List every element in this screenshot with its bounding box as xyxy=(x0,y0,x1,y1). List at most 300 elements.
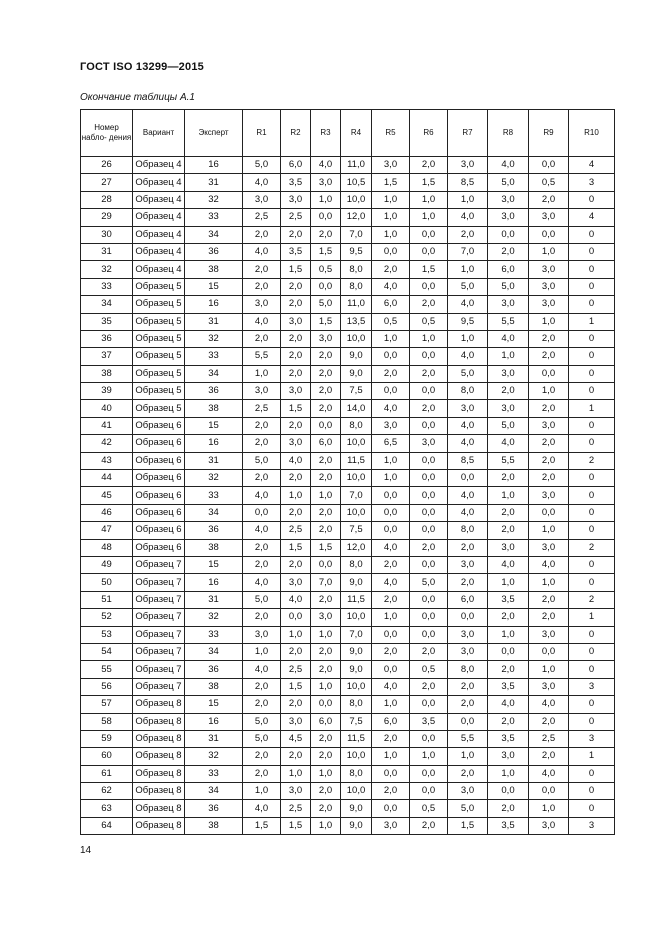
cell-r5: 4,0 xyxy=(372,278,410,295)
cell-expert: 31 xyxy=(185,313,243,330)
cell-expert: 36 xyxy=(185,522,243,539)
cell-observation: 62 xyxy=(81,783,133,800)
cell-r5: 2,0 xyxy=(372,365,410,382)
cell-expert: 16 xyxy=(185,574,243,591)
cell-r6: 0,0 xyxy=(410,730,448,747)
cell-r3: 1,0 xyxy=(311,191,341,208)
cell-r8: 5,0 xyxy=(488,417,529,434)
cell-variant: Образец 7 xyxy=(133,591,185,608)
table-row xyxy=(81,365,615,382)
cell-r5: 0,0 xyxy=(372,522,410,539)
cell-r8: 3,0 xyxy=(488,209,529,226)
cell-r9: 1,0 xyxy=(529,383,569,400)
cell-r8: 3,5 xyxy=(488,591,529,608)
cell-r6: 0,0 xyxy=(410,470,448,487)
cell-r8: 4,0 xyxy=(488,696,529,713)
column-header-r9: R9 xyxy=(529,110,569,157)
cell-r9: 1,0 xyxy=(529,522,569,539)
cell-r4: 8,0 xyxy=(341,417,372,434)
cell-r8: 3,5 xyxy=(488,678,529,695)
cell-r5: 2,0 xyxy=(372,556,410,573)
cell-observation: 26 xyxy=(81,157,133,174)
cell-r2: 3,0 xyxy=(281,191,311,208)
table-row xyxy=(81,539,615,556)
table-row xyxy=(81,209,615,226)
cell-r2: 3,5 xyxy=(281,243,311,260)
column-header-r5: R5 xyxy=(372,110,410,157)
table-row xyxy=(81,800,615,817)
cell-r7: 4,0 xyxy=(448,487,488,504)
cell-expert: 15 xyxy=(185,417,243,434)
column-header-r6: R6 xyxy=(410,110,448,157)
cell-r2: 3,0 xyxy=(281,783,311,800)
cell-observation: 47 xyxy=(81,522,133,539)
cell-r10: 0 xyxy=(569,226,615,243)
cell-r1: 5,0 xyxy=(243,157,281,174)
cell-r4: 8,0 xyxy=(341,765,372,782)
cell-r1: 5,0 xyxy=(243,452,281,469)
cell-r3: 0,0 xyxy=(311,696,341,713)
cell-r9: 0,0 xyxy=(529,783,569,800)
cell-r10: 2 xyxy=(569,452,615,469)
cell-r9: 2,0 xyxy=(529,191,569,208)
cell-r1: 4,0 xyxy=(243,574,281,591)
cell-variant: Образец 4 xyxy=(133,157,185,174)
cell-r7: 4,0 xyxy=(448,435,488,452)
cell-r3: 2,0 xyxy=(311,504,341,521)
table-row xyxy=(81,435,615,452)
column-header-r2: R2 xyxy=(281,110,311,157)
cell-r9: 2,0 xyxy=(529,330,569,347)
cell-observation: 52 xyxy=(81,609,133,626)
cell-variant: Образец 7 xyxy=(133,643,185,660)
cell-r6: 0,0 xyxy=(410,522,448,539)
cell-r7: 4,0 xyxy=(448,348,488,365)
cell-r10: 0 xyxy=(569,296,615,313)
cell-observation: 60 xyxy=(81,748,133,765)
cell-r7: 1,5 xyxy=(448,817,488,834)
cell-r9: 3,0 xyxy=(529,417,569,434)
table-row xyxy=(81,157,615,174)
table-row xyxy=(81,626,615,643)
cell-r9: 3,0 xyxy=(529,626,569,643)
cell-r1: 2,0 xyxy=(243,278,281,295)
cell-r8: 1,0 xyxy=(488,574,529,591)
cell-r5: 0,0 xyxy=(372,504,410,521)
cell-r5: 2,0 xyxy=(372,591,410,608)
cell-r4: 10,0 xyxy=(341,609,372,626)
cell-r9: 2,0 xyxy=(529,748,569,765)
cell-r1: 5,0 xyxy=(243,591,281,608)
cell-r9: 3,0 xyxy=(529,296,569,313)
cell-r10: 0 xyxy=(569,643,615,660)
cell-r9: 2,5 xyxy=(529,730,569,747)
cell-r10: 4 xyxy=(569,209,615,226)
cell-r1: 1,0 xyxy=(243,783,281,800)
cell-r1: 3,0 xyxy=(243,296,281,313)
cell-r1: 2,0 xyxy=(243,609,281,626)
cell-observation: 41 xyxy=(81,417,133,434)
cell-r1: 4,0 xyxy=(243,522,281,539)
cell-r2: 2,0 xyxy=(281,696,311,713)
table-header-row xyxy=(81,110,615,157)
cell-expert: 36 xyxy=(185,800,243,817)
cell-r9: 1,0 xyxy=(529,800,569,817)
cell-observation: 33 xyxy=(81,278,133,295)
table-row xyxy=(81,313,615,330)
cell-r7: 4,0 xyxy=(448,296,488,313)
cell-expert: 33 xyxy=(185,765,243,782)
table-row xyxy=(81,730,615,747)
cell-r9: 2,0 xyxy=(529,348,569,365)
cell-variant: Образец 5 xyxy=(133,400,185,417)
cell-r1: 2,0 xyxy=(243,417,281,434)
table-row xyxy=(81,765,615,782)
cell-r8: 6,0 xyxy=(488,261,529,278)
cell-r7: 2,0 xyxy=(448,574,488,591)
cell-expert: 32 xyxy=(185,609,243,626)
cell-r1: 2,0 xyxy=(243,696,281,713)
cell-r8: 5,5 xyxy=(488,313,529,330)
cell-variant: Образец 4 xyxy=(133,209,185,226)
cell-r5: 0,0 xyxy=(372,243,410,260)
table-row xyxy=(81,504,615,521)
cell-r7: 3,0 xyxy=(448,556,488,573)
cell-variant: Образец 5 xyxy=(133,296,185,313)
cell-observation: 48 xyxy=(81,539,133,556)
cell-r4: 11,5 xyxy=(341,452,372,469)
cell-r6: 2,0 xyxy=(410,817,448,834)
cell-expert: 34 xyxy=(185,504,243,521)
cell-r6: 2,0 xyxy=(410,643,448,660)
cell-variant: Образец 8 xyxy=(133,696,185,713)
cell-r4: 11,5 xyxy=(341,730,372,747)
cell-variant: Образец 4 xyxy=(133,226,185,243)
cell-r2: 2,0 xyxy=(281,643,311,660)
cell-r10: 4 xyxy=(569,157,615,174)
cell-r5: 0,0 xyxy=(372,348,410,365)
cell-r9: 2,0 xyxy=(529,400,569,417)
cell-r1: 5,0 xyxy=(243,713,281,730)
cell-r8: 2,0 xyxy=(488,243,529,260)
cell-r3: 2,0 xyxy=(311,383,341,400)
cell-r5: 1,0 xyxy=(372,696,410,713)
cell-expert: 32 xyxy=(185,191,243,208)
cell-r10: 0 xyxy=(569,783,615,800)
cell-observation: 31 xyxy=(81,243,133,260)
cell-r3: 1,0 xyxy=(311,626,341,643)
cell-observation: 45 xyxy=(81,487,133,504)
cell-r7: 9,5 xyxy=(448,313,488,330)
column-header-r7: R7 xyxy=(448,110,488,157)
cell-observation: 32 xyxy=(81,261,133,278)
cell-r5: 1,0 xyxy=(372,470,410,487)
cell-r1: 2,5 xyxy=(243,400,281,417)
table-row xyxy=(81,643,615,660)
cell-r10: 0 xyxy=(569,696,615,713)
cell-r3: 1,0 xyxy=(311,678,341,695)
cell-observation: 40 xyxy=(81,400,133,417)
cell-r7: 7,0 xyxy=(448,243,488,260)
table-row xyxy=(81,383,615,400)
cell-expert: 31 xyxy=(185,730,243,747)
cell-r4: 7,5 xyxy=(341,383,372,400)
cell-expert: 16 xyxy=(185,435,243,452)
cell-variant: Образец 8 xyxy=(133,783,185,800)
cell-r4: 9,0 xyxy=(341,365,372,382)
cell-r5: 0,0 xyxy=(372,765,410,782)
cell-r8: 2,0 xyxy=(488,800,529,817)
cell-r3: 1,5 xyxy=(311,243,341,260)
cell-r3: 4,0 xyxy=(311,157,341,174)
cell-r6: 3,0 xyxy=(410,435,448,452)
cell-r4: 7,5 xyxy=(341,713,372,730)
table-row xyxy=(81,574,615,591)
cell-r10: 0 xyxy=(569,348,615,365)
cell-variant: Образец 6 xyxy=(133,435,185,452)
cell-r3: 2,0 xyxy=(311,800,341,817)
cell-r9: 2,0 xyxy=(529,452,569,469)
cell-r2: 1,5 xyxy=(281,400,311,417)
cell-expert: 34 xyxy=(185,365,243,382)
table-row xyxy=(81,191,615,208)
cell-r1: 2,0 xyxy=(243,678,281,695)
cell-expert: 33 xyxy=(185,487,243,504)
cell-expert: 31 xyxy=(185,174,243,191)
cell-r8: 0,0 xyxy=(488,643,529,660)
cell-r8: 3,0 xyxy=(488,191,529,208)
cell-r8: 3,5 xyxy=(488,730,529,747)
cell-expert: 32 xyxy=(185,470,243,487)
cell-r8: 2,0 xyxy=(488,661,529,678)
cell-r2: 2,0 xyxy=(281,348,311,365)
cell-r4: 7,0 xyxy=(341,226,372,243)
cell-r10: 2 xyxy=(569,591,615,608)
cell-r5: 6,0 xyxy=(372,713,410,730)
cell-r5: 4,0 xyxy=(372,574,410,591)
cell-variant: Образец 7 xyxy=(133,556,185,573)
cell-r6: 0,5 xyxy=(410,800,448,817)
cell-r3: 2,0 xyxy=(311,748,341,765)
cell-variant: Образец 8 xyxy=(133,748,185,765)
cell-r6: 0,0 xyxy=(410,626,448,643)
cell-r6: 0,0 xyxy=(410,556,448,573)
cell-r4: 9,0 xyxy=(341,800,372,817)
cell-r2: 1,5 xyxy=(281,817,311,834)
table-row xyxy=(81,591,615,608)
cell-observation: 59 xyxy=(81,730,133,747)
cell-r2: 2,0 xyxy=(281,748,311,765)
cell-r8: 3,5 xyxy=(488,817,529,834)
cell-r2: 6,0 xyxy=(281,157,311,174)
table-row xyxy=(81,783,615,800)
cell-r3: 5,0 xyxy=(311,296,341,313)
cell-r10: 1 xyxy=(569,748,615,765)
cell-r10: 0 xyxy=(569,487,615,504)
cell-r1: 1,0 xyxy=(243,643,281,660)
cell-variant: Образец 4 xyxy=(133,174,185,191)
cell-r10: 0 xyxy=(569,383,615,400)
cell-r5: 2,0 xyxy=(372,730,410,747)
cell-r10: 0 xyxy=(569,626,615,643)
cell-r10: 2 xyxy=(569,539,615,556)
cell-r1: 0,0 xyxy=(243,504,281,521)
cell-r1: 3,0 xyxy=(243,191,281,208)
cell-expert: 16 xyxy=(185,157,243,174)
column-header-r10: R10 xyxy=(569,110,615,157)
cell-variant: Образец 4 xyxy=(133,191,185,208)
cell-r3: 6,0 xyxy=(311,435,341,452)
cell-r3: 2,0 xyxy=(311,643,341,660)
cell-expert: 38 xyxy=(185,400,243,417)
cell-r4: 9,0 xyxy=(341,574,372,591)
cell-r1: 2,5 xyxy=(243,209,281,226)
cell-r8: 3,0 xyxy=(488,748,529,765)
cell-r4: 14,0 xyxy=(341,400,372,417)
cell-r2: 2,5 xyxy=(281,209,311,226)
cell-r9: 4,0 xyxy=(529,696,569,713)
cell-r5: 4,0 xyxy=(372,400,410,417)
cell-r7: 3,0 xyxy=(448,157,488,174)
cell-r4: 8,0 xyxy=(341,556,372,573)
cell-variant: Образец 4 xyxy=(133,261,185,278)
cell-r6: 0,0 xyxy=(410,417,448,434)
cell-r3: 1,0 xyxy=(311,817,341,834)
cell-expert: 33 xyxy=(185,209,243,226)
cell-r9: 2,0 xyxy=(529,435,569,452)
table-row xyxy=(81,748,615,765)
cell-r9: 1,0 xyxy=(529,574,569,591)
cell-r8: 1,0 xyxy=(488,348,529,365)
cell-r5: 0,0 xyxy=(372,800,410,817)
cell-r7: 0,0 xyxy=(448,609,488,626)
cell-r2: 2,0 xyxy=(281,365,311,382)
cell-r8: 2,0 xyxy=(488,609,529,626)
cell-r9: 2,0 xyxy=(529,591,569,608)
cell-r3: 6,0 xyxy=(311,713,341,730)
cell-variant: Образец 6 xyxy=(133,522,185,539)
cell-r3: 1,5 xyxy=(311,539,341,556)
column-header-r4: R4 xyxy=(341,110,372,157)
cell-r7: 4,0 xyxy=(448,209,488,226)
cell-r5: 0,5 xyxy=(372,313,410,330)
cell-r5: 2,0 xyxy=(372,783,410,800)
cell-r7: 8,0 xyxy=(448,383,488,400)
cell-r8: 3,0 xyxy=(488,296,529,313)
cell-variant: Образец 7 xyxy=(133,609,185,626)
cell-r7: 3,0 xyxy=(448,400,488,417)
table-row xyxy=(81,452,615,469)
cell-r5: 6,5 xyxy=(372,435,410,452)
cell-r2: 0,0 xyxy=(281,609,311,626)
cell-r1: 2,0 xyxy=(243,470,281,487)
cell-variant: Образец 6 xyxy=(133,487,185,504)
cell-r4: 8,0 xyxy=(341,696,372,713)
cell-variant: Образец 5 xyxy=(133,313,185,330)
cell-r3: 2,0 xyxy=(311,470,341,487)
cell-r5: 1,0 xyxy=(372,191,410,208)
cell-r6: 1,0 xyxy=(410,191,448,208)
cell-r2: 2,0 xyxy=(281,278,311,295)
cell-r8: 2,0 xyxy=(488,470,529,487)
cell-expert: 16 xyxy=(185,296,243,313)
cell-r1: 5,0 xyxy=(243,730,281,747)
cell-r1: 4,0 xyxy=(243,243,281,260)
cell-observation: 58 xyxy=(81,713,133,730)
table-row xyxy=(81,174,615,191)
cell-observation: 53 xyxy=(81,626,133,643)
cell-r9: 2,0 xyxy=(529,713,569,730)
cell-r10: 0 xyxy=(569,556,615,573)
cell-expert: 36 xyxy=(185,383,243,400)
cell-r9: 0,0 xyxy=(529,226,569,243)
cell-r5: 1,0 xyxy=(372,609,410,626)
cell-r10: 1 xyxy=(569,400,615,417)
cell-observation: 37 xyxy=(81,348,133,365)
cell-observation: 63 xyxy=(81,800,133,817)
cell-r6: 0,0 xyxy=(410,243,448,260)
cell-variant: Образец 5 xyxy=(133,348,185,365)
cell-observation: 50 xyxy=(81,574,133,591)
cell-r10: 0 xyxy=(569,365,615,382)
cell-r8: 1,0 xyxy=(488,765,529,782)
cell-r2: 2,0 xyxy=(281,556,311,573)
cell-r3: 2,0 xyxy=(311,522,341,539)
cell-expert: 15 xyxy=(185,278,243,295)
cell-r8: 2,0 xyxy=(488,383,529,400)
cell-r4: 10,0 xyxy=(341,783,372,800)
table-row xyxy=(81,470,615,487)
cell-r8: 0,0 xyxy=(488,226,529,243)
cell-variant: Образец 7 xyxy=(133,661,185,678)
cell-r1: 2,0 xyxy=(243,539,281,556)
cell-r2: 3,0 xyxy=(281,435,311,452)
cell-observation: 55 xyxy=(81,661,133,678)
cell-r4: 12,0 xyxy=(341,539,372,556)
cell-r8: 1,0 xyxy=(488,487,529,504)
table-row xyxy=(81,400,615,417)
cell-r8: 2,0 xyxy=(488,522,529,539)
cell-r7: 1,0 xyxy=(448,330,488,347)
cell-r2: 3,0 xyxy=(281,383,311,400)
cell-r7: 6,0 xyxy=(448,591,488,608)
cell-r9: 3,0 xyxy=(529,278,569,295)
cell-r4: 10,0 xyxy=(341,435,372,452)
cell-r4: 8,0 xyxy=(341,278,372,295)
cell-expert: 38 xyxy=(185,817,243,834)
cell-r3: 0,0 xyxy=(311,278,341,295)
cell-r4: 11,0 xyxy=(341,157,372,174)
cell-expert: 15 xyxy=(185,696,243,713)
cell-r4: 7,5 xyxy=(341,522,372,539)
cell-r3: 0,0 xyxy=(311,209,341,226)
cell-r3: 2,0 xyxy=(311,591,341,608)
cell-expert: 36 xyxy=(185,243,243,260)
cell-variant: Образец 6 xyxy=(133,504,185,521)
cell-r10: 0 xyxy=(569,417,615,434)
page-number: 14 xyxy=(80,845,92,856)
cell-r6: 2,0 xyxy=(410,539,448,556)
cell-r2: 1,0 xyxy=(281,487,311,504)
cell-r10: 3 xyxy=(569,817,615,834)
table-row xyxy=(81,278,615,295)
cell-r8: 3,0 xyxy=(488,400,529,417)
cell-r2: 2,0 xyxy=(281,417,311,434)
cell-r5: 0,0 xyxy=(372,383,410,400)
cell-r8: 3,0 xyxy=(488,365,529,382)
cell-r6: 2,0 xyxy=(410,365,448,382)
table-row xyxy=(81,348,615,365)
